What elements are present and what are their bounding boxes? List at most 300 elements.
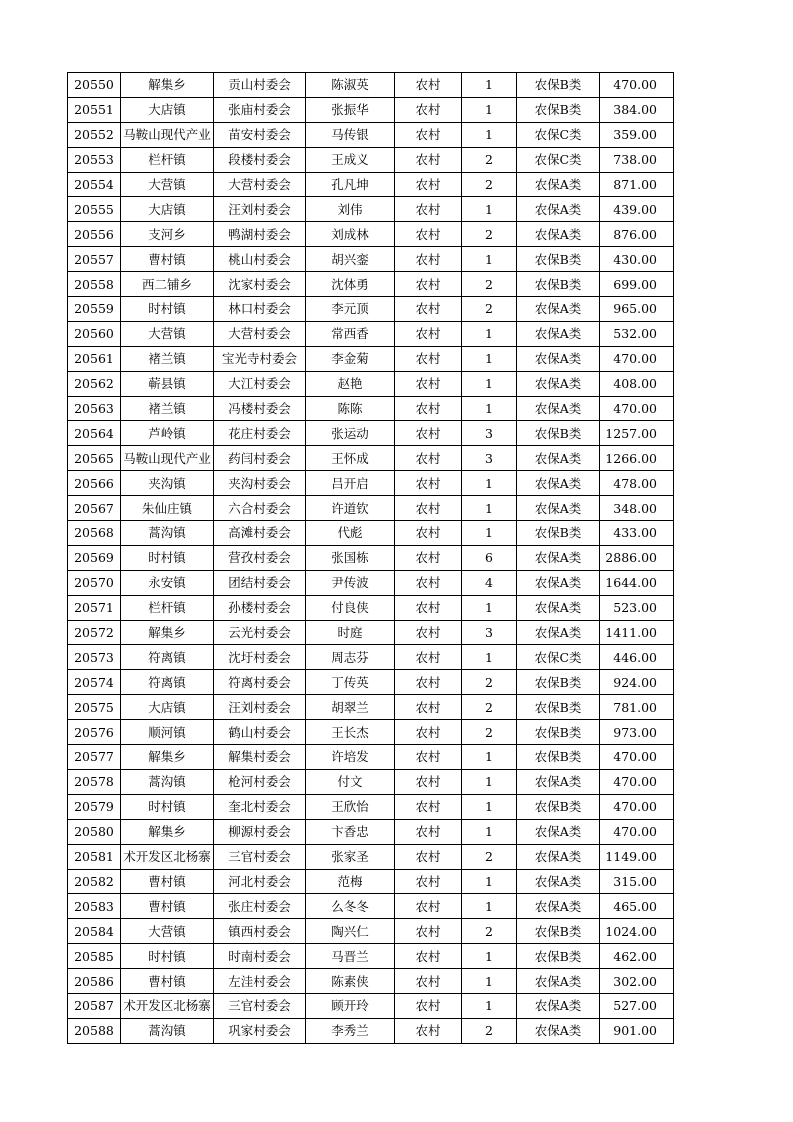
table-row xyxy=(68,819,674,844)
area-type-cell: 农村 xyxy=(395,993,462,1018)
table-row xyxy=(68,421,674,446)
people-count-cell: 1 xyxy=(462,321,517,346)
name-cell: 胡翠兰 xyxy=(306,695,395,720)
amount-cell: 478.00 xyxy=(600,471,674,496)
people-count-cell: 2 xyxy=(462,1018,517,1043)
people-count-cell: 1 xyxy=(462,745,517,770)
people-count-cell: 1 xyxy=(462,471,517,496)
insurance-class-cell: 农保A类 xyxy=(517,844,600,869)
town-cell: 大店镇 xyxy=(121,695,214,720)
area-type-cell: 农村 xyxy=(395,620,462,645)
amount-cell: 470.00 xyxy=(600,819,674,844)
amount-cell: 408.00 xyxy=(600,371,674,396)
name-cell: 张振华 xyxy=(306,97,395,122)
town-cell: 顺河镇 xyxy=(121,720,214,745)
insurance-class-cell: 农保A类 xyxy=(517,894,600,919)
village-cell: 符离村委会 xyxy=(214,670,306,695)
record-id-cell: 20581 xyxy=(68,844,121,869)
people-count-cell: 1 xyxy=(462,371,517,396)
name-cell: 常西香 xyxy=(306,321,395,346)
people-count-cell: 3 xyxy=(462,446,517,471)
people-count-cell: 1 xyxy=(462,521,517,546)
table-row xyxy=(68,222,674,247)
area-type-cell: 农村 xyxy=(395,695,462,720)
table-row xyxy=(68,247,674,272)
insurance-class-cell: 农保B类 xyxy=(517,247,600,272)
area-type-cell: 农村 xyxy=(395,570,462,595)
people-count-cell: 1 xyxy=(462,993,517,1018)
amount-cell: 738.00 xyxy=(600,147,674,172)
record-id-cell: 20556 xyxy=(68,222,121,247)
town-cell: 蕲县镇 xyxy=(121,371,214,396)
name-cell: 王长杰 xyxy=(306,720,395,745)
people-count-cell: 1 xyxy=(462,969,517,994)
area-type-cell: 农村 xyxy=(395,595,462,620)
name-cell: 付文 xyxy=(306,769,395,794)
record-id-cell: 20583 xyxy=(68,894,121,919)
record-id-cell: 20576 xyxy=(68,720,121,745)
records-table xyxy=(67,72,674,1044)
insurance-class-cell: 农保A类 xyxy=(517,446,600,471)
village-cell: 张庄村委会 xyxy=(214,894,306,919)
town-cell: 马鞍山现代产业 xyxy=(121,122,214,147)
area-type-cell: 农村 xyxy=(395,471,462,496)
town-cell: 术开发区北杨寨 xyxy=(121,844,214,869)
village-cell: 高滩村委会 xyxy=(214,521,306,546)
insurance-class-cell: 农保B类 xyxy=(517,695,600,720)
table-row xyxy=(68,894,674,919)
area-type-cell: 农村 xyxy=(395,222,462,247)
people-count-cell: 1 xyxy=(462,197,517,222)
table-row xyxy=(68,670,674,695)
record-id-cell: 20585 xyxy=(68,944,121,969)
village-cell: 三官村委会 xyxy=(214,993,306,1018)
name-cell: 李元顶 xyxy=(306,297,395,322)
people-count-cell: 2 xyxy=(462,695,517,720)
town-cell: 解集乡 xyxy=(121,73,214,98)
people-count-cell: 1 xyxy=(462,894,517,919)
table-row xyxy=(68,471,674,496)
area-type-cell: 农村 xyxy=(395,720,462,745)
village-cell: 镇西村委会 xyxy=(214,919,306,944)
insurance-class-cell: 农保A类 xyxy=(517,869,600,894)
record-id-cell: 20579 xyxy=(68,794,121,819)
insurance-class-cell: 农保A类 xyxy=(517,346,600,371)
area-type-cell: 农村 xyxy=(395,172,462,197)
name-cell: 吕开启 xyxy=(306,471,395,496)
record-id-cell: 20555 xyxy=(68,197,121,222)
table-row xyxy=(68,595,674,620)
amount-cell: 871.00 xyxy=(600,172,674,197)
record-id-cell: 20578 xyxy=(68,769,121,794)
village-cell: 苗安村委会 xyxy=(214,122,306,147)
insurance-class-cell: 农保A类 xyxy=(517,620,600,645)
town-cell: 解集乡 xyxy=(121,745,214,770)
people-count-cell: 1 xyxy=(462,73,517,98)
table-row xyxy=(68,197,674,222)
table-row xyxy=(68,172,674,197)
insurance-class-cell: 农保B类 xyxy=(517,919,600,944)
people-count-cell: 1 xyxy=(462,645,517,670)
name-cell: 张家圣 xyxy=(306,844,395,869)
area-type-cell: 农村 xyxy=(395,396,462,421)
table-row xyxy=(68,844,674,869)
town-cell: 夹沟镇 xyxy=(121,471,214,496)
village-cell: 六合村委会 xyxy=(214,496,306,521)
table-row xyxy=(68,944,674,969)
town-cell: 符离镇 xyxy=(121,645,214,670)
town-cell: 栏杆镇 xyxy=(121,147,214,172)
name-cell: 卞香忠 xyxy=(306,819,395,844)
amount-cell: 523.00 xyxy=(600,595,674,620)
insurance-class-cell: 农保A类 xyxy=(517,1018,600,1043)
area-type-cell: 农村 xyxy=(395,944,462,969)
town-cell: 大营镇 xyxy=(121,919,214,944)
village-cell: 段楼村委会 xyxy=(214,147,306,172)
record-id-cell: 20569 xyxy=(68,545,121,570)
town-cell: 解集乡 xyxy=(121,819,214,844)
table-row xyxy=(68,346,674,371)
insurance-class-cell: 农保C类 xyxy=(517,122,600,147)
amount-cell: 470.00 xyxy=(600,745,674,770)
area-type-cell: 农村 xyxy=(395,496,462,521)
insurance-class-cell: 农保B类 xyxy=(517,745,600,770)
name-cell: 张运动 xyxy=(306,421,395,446)
village-cell: 贡山村委会 xyxy=(214,73,306,98)
town-cell: 时村镇 xyxy=(121,545,214,570)
insurance-class-cell: 农保B类 xyxy=(517,521,600,546)
insurance-class-cell: 农保B类 xyxy=(517,421,600,446)
record-id-cell: 20580 xyxy=(68,819,121,844)
town-cell: 大营镇 xyxy=(121,321,214,346)
name-cell: 赵艳 xyxy=(306,371,395,396)
insurance-class-cell: 农保A类 xyxy=(517,570,600,595)
name-cell: 刘伟 xyxy=(306,197,395,222)
table-row xyxy=(68,321,674,346)
table-row xyxy=(68,97,674,122)
area-type-cell: 农村 xyxy=(395,819,462,844)
name-cell: 顾开玲 xyxy=(306,993,395,1018)
amount-cell: 470.00 xyxy=(600,769,674,794)
people-count-cell: 1 xyxy=(462,496,517,521)
people-count-cell: 1 xyxy=(462,97,517,122)
insurance-class-cell: 农保B类 xyxy=(517,73,600,98)
amount-cell: 876.00 xyxy=(600,222,674,247)
insurance-class-cell: 农保A类 xyxy=(517,471,600,496)
area-type-cell: 农村 xyxy=(395,122,462,147)
village-cell: 巩家村委会 xyxy=(214,1018,306,1043)
village-cell: 时南村委会 xyxy=(214,944,306,969)
table-row xyxy=(68,919,674,944)
record-id-cell: 20558 xyxy=(68,272,121,297)
table-body xyxy=(68,73,674,1044)
table-row xyxy=(68,521,674,546)
amount-cell: 924.00 xyxy=(600,670,674,695)
insurance-class-cell: 农保A类 xyxy=(517,371,600,396)
amount-cell: 462.00 xyxy=(600,944,674,969)
amount-cell: 965.00 xyxy=(600,297,674,322)
town-cell: 褚兰镇 xyxy=(121,346,214,371)
table-row xyxy=(68,297,674,322)
people-count-cell: 1 xyxy=(462,247,517,272)
town-cell: 时村镇 xyxy=(121,944,214,969)
town-cell: 蒿沟镇 xyxy=(121,769,214,794)
record-id-cell: 20550 xyxy=(68,73,121,98)
name-cell: 范梅 xyxy=(306,869,395,894)
amount-cell: 470.00 xyxy=(600,73,674,98)
name-cell: 尹传波 xyxy=(306,570,395,595)
record-id-cell: 20586 xyxy=(68,969,121,994)
amount-cell: 901.00 xyxy=(600,1018,674,1043)
town-cell: 大店镇 xyxy=(121,97,214,122)
amount-cell: 359.00 xyxy=(600,122,674,147)
amount-cell: 430.00 xyxy=(600,247,674,272)
amount-cell: 2886.00 xyxy=(600,545,674,570)
people-count-cell: 1 xyxy=(462,346,517,371)
people-count-cell: 1 xyxy=(462,794,517,819)
village-cell: 沈家村委会 xyxy=(214,272,306,297)
area-type-cell: 农村 xyxy=(395,869,462,894)
insurance-class-cell: 农保C类 xyxy=(517,147,600,172)
area-type-cell: 农村 xyxy=(395,844,462,869)
record-id-cell: 20562 xyxy=(68,371,121,396)
name-cell: 时庭 xyxy=(306,620,395,645)
insurance-class-cell: 农保A类 xyxy=(517,396,600,421)
area-type-cell: 农村 xyxy=(395,670,462,695)
town-cell: 曹村镇 xyxy=(121,969,214,994)
people-count-cell: 1 xyxy=(462,869,517,894)
town-cell: 支河乡 xyxy=(121,222,214,247)
name-cell: 陈陈 xyxy=(306,396,395,421)
area-type-cell: 农村 xyxy=(395,97,462,122)
record-id-cell: 20552 xyxy=(68,122,121,147)
village-cell: 宝光寺村委会 xyxy=(214,346,306,371)
record-id-cell: 20588 xyxy=(68,1018,121,1043)
village-cell: 河北村委会 xyxy=(214,869,306,894)
record-id-cell: 20573 xyxy=(68,645,121,670)
people-count-cell: 4 xyxy=(462,570,517,595)
area-type-cell: 农村 xyxy=(395,321,462,346)
people-count-cell: 1 xyxy=(462,595,517,620)
area-type-cell: 农村 xyxy=(395,545,462,570)
name-cell: 李金菊 xyxy=(306,346,395,371)
amount-cell: 1149.00 xyxy=(600,844,674,869)
name-cell: 王成义 xyxy=(306,147,395,172)
town-cell: 朱仙庄镇 xyxy=(121,496,214,521)
record-id-cell: 20560 xyxy=(68,321,121,346)
record-id-cell: 20553 xyxy=(68,147,121,172)
amount-cell: 465.00 xyxy=(600,894,674,919)
area-type-cell: 农村 xyxy=(395,346,462,371)
people-count-cell: 2 xyxy=(462,919,517,944)
people-count-cell: 1 xyxy=(462,122,517,147)
amount-cell: 527.00 xyxy=(600,993,674,1018)
amount-cell: 470.00 xyxy=(600,396,674,421)
record-id-cell: 20572 xyxy=(68,620,121,645)
amount-cell: 470.00 xyxy=(600,346,674,371)
area-type-cell: 农村 xyxy=(395,794,462,819)
record-id-cell: 20559 xyxy=(68,297,121,322)
record-id-cell: 20551 xyxy=(68,97,121,122)
table-row xyxy=(68,371,674,396)
insurance-class-cell: 农保A类 xyxy=(517,993,600,1018)
table-row xyxy=(68,496,674,521)
village-cell: 云光村委会 xyxy=(214,620,306,645)
area-type-cell: 农村 xyxy=(395,421,462,446)
amount-cell: 384.00 xyxy=(600,97,674,122)
table-row xyxy=(68,969,674,994)
table-row xyxy=(68,147,674,172)
table-row xyxy=(68,769,674,794)
area-type-cell: 农村 xyxy=(395,297,462,322)
insurance-class-cell: 农保B类 xyxy=(517,97,600,122)
town-cell: 术开发区北杨寨 xyxy=(121,993,214,1018)
table-row xyxy=(68,446,674,471)
table-row xyxy=(68,745,674,770)
village-cell: 鸭湖村委会 xyxy=(214,222,306,247)
record-id-cell: 20564 xyxy=(68,421,121,446)
insurance-class-cell: 农保A类 xyxy=(517,545,600,570)
name-cell: 孔凡坤 xyxy=(306,172,395,197)
people-count-cell: 3 xyxy=(462,421,517,446)
people-count-cell: 2 xyxy=(462,670,517,695)
town-cell: 解集乡 xyxy=(121,620,214,645)
town-cell: 蒿沟镇 xyxy=(121,521,214,546)
village-cell: 花庄村委会 xyxy=(214,421,306,446)
town-cell: 蒿沟镇 xyxy=(121,1018,214,1043)
village-cell: 大营村委会 xyxy=(214,321,306,346)
amount-cell: 532.00 xyxy=(600,321,674,346)
town-cell: 马鞍山现代产业 xyxy=(121,446,214,471)
insurance-class-cell: 农保B类 xyxy=(517,272,600,297)
name-cell: 么冬冬 xyxy=(306,894,395,919)
area-type-cell: 农村 xyxy=(395,745,462,770)
people-count-cell: 1 xyxy=(462,819,517,844)
name-cell: 丁传英 xyxy=(306,670,395,695)
amount-cell: 315.00 xyxy=(600,869,674,894)
amount-cell: 1024.00 xyxy=(600,919,674,944)
area-type-cell: 农村 xyxy=(395,247,462,272)
village-cell: 左洼村委会 xyxy=(214,969,306,994)
village-cell: 大江村委会 xyxy=(214,371,306,396)
record-id-cell: 20567 xyxy=(68,496,121,521)
amount-cell: 302.00 xyxy=(600,969,674,994)
insurance-class-cell: 农保B类 xyxy=(517,794,600,819)
insurance-class-cell: 农保C类 xyxy=(517,645,600,670)
record-id-cell: 20574 xyxy=(68,670,121,695)
amount-cell: 699.00 xyxy=(600,272,674,297)
name-cell: 周志芬 xyxy=(306,645,395,670)
people-count-cell: 2 xyxy=(462,720,517,745)
table-row xyxy=(68,869,674,894)
area-type-cell: 农村 xyxy=(395,147,462,172)
amount-cell: 446.00 xyxy=(600,645,674,670)
insurance-class-cell: 农保A类 xyxy=(517,321,600,346)
name-cell: 李秀兰 xyxy=(306,1018,395,1043)
village-cell: 桃山村委会 xyxy=(214,247,306,272)
people-count-cell: 2 xyxy=(462,297,517,322)
table-row xyxy=(68,620,674,645)
table-row xyxy=(68,720,674,745)
insurance-class-cell: 农保A类 xyxy=(517,197,600,222)
record-id-cell: 20577 xyxy=(68,745,121,770)
table-row xyxy=(68,396,674,421)
record-id-cell: 20571 xyxy=(68,595,121,620)
amount-cell: 1257.00 xyxy=(600,421,674,446)
people-count-cell: 2 xyxy=(462,844,517,869)
town-cell: 永安镇 xyxy=(121,570,214,595)
amount-cell: 973.00 xyxy=(600,720,674,745)
area-type-cell: 农村 xyxy=(395,969,462,994)
amount-cell: 781.00 xyxy=(600,695,674,720)
insurance-class-cell: 农保A类 xyxy=(517,969,600,994)
village-cell: 沈圩村委会 xyxy=(214,645,306,670)
village-cell: 大营村委会 xyxy=(214,172,306,197)
table-row xyxy=(68,645,674,670)
people-count-cell: 3 xyxy=(462,620,517,645)
town-cell: 褚兰镇 xyxy=(121,396,214,421)
amount-cell: 348.00 xyxy=(600,496,674,521)
village-cell: 冯楼村委会 xyxy=(214,396,306,421)
area-type-cell: 农村 xyxy=(395,521,462,546)
amount-cell: 470.00 xyxy=(600,794,674,819)
insurance-class-cell: 农保B类 xyxy=(517,720,600,745)
record-id-cell: 20568 xyxy=(68,521,121,546)
village-cell: 林口村委会 xyxy=(214,297,306,322)
village-cell: 三官村委会 xyxy=(214,844,306,869)
record-id-cell: 20565 xyxy=(68,446,121,471)
name-cell: 刘成林 xyxy=(306,222,395,247)
people-count-cell: 2 xyxy=(462,272,517,297)
area-type-cell: 农村 xyxy=(395,769,462,794)
people-count-cell: 2 xyxy=(462,222,517,247)
name-cell: 王欣怡 xyxy=(306,794,395,819)
insurance-class-cell: 农保A类 xyxy=(517,496,600,521)
area-type-cell: 农村 xyxy=(395,272,462,297)
village-cell: 营孜村委会 xyxy=(214,545,306,570)
area-type-cell: 农村 xyxy=(395,73,462,98)
table-row xyxy=(68,122,674,147)
people-count-cell: 1 xyxy=(462,944,517,969)
area-type-cell: 农村 xyxy=(395,1018,462,1043)
amount-cell: 1411.00 xyxy=(600,620,674,645)
table-row xyxy=(68,993,674,1018)
insurance-class-cell: 农保A类 xyxy=(517,172,600,197)
record-id-cell: 20584 xyxy=(68,919,121,944)
town-cell: 符离镇 xyxy=(121,670,214,695)
amount-cell: 433.00 xyxy=(600,521,674,546)
name-cell: 胡兴銮 xyxy=(306,247,395,272)
record-id-cell: 20575 xyxy=(68,695,121,720)
name-cell: 陈素侠 xyxy=(306,969,395,994)
record-id-cell: 20561 xyxy=(68,346,121,371)
record-id-cell: 20566 xyxy=(68,471,121,496)
table-row xyxy=(68,695,674,720)
area-type-cell: 农村 xyxy=(395,919,462,944)
name-cell: 陈淑英 xyxy=(306,73,395,98)
village-cell: 奎北村委会 xyxy=(214,794,306,819)
people-count-cell: 1 xyxy=(462,396,517,421)
village-cell: 团结村委会 xyxy=(214,570,306,595)
insurance-class-cell: 农保A类 xyxy=(517,595,600,620)
town-cell: 大营镇 xyxy=(121,172,214,197)
village-cell: 孙楼村委会 xyxy=(214,595,306,620)
name-cell: 马传银 xyxy=(306,122,395,147)
area-type-cell: 农村 xyxy=(395,446,462,471)
name-cell: 陶兴仁 xyxy=(306,919,395,944)
village-cell: 夹沟村委会 xyxy=(214,471,306,496)
area-type-cell: 农村 xyxy=(395,894,462,919)
